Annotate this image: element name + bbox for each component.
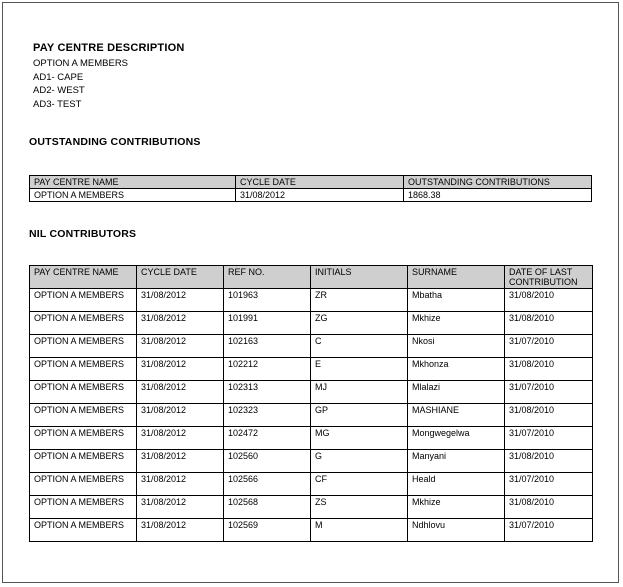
table-cell: 101991 xyxy=(224,312,311,335)
table-cell: OPTION A MEMBERS xyxy=(30,381,137,404)
table-cell: Ndhlovu xyxy=(408,519,505,542)
column-header: REF NO. xyxy=(224,266,311,289)
table-row xyxy=(30,427,593,450)
table-cell: Heald xyxy=(408,473,505,496)
table-cell: 31/08/2012 xyxy=(137,473,224,496)
column-header: INITIALS xyxy=(311,266,408,289)
table-cell: 102323 xyxy=(224,404,311,427)
table-cell: 31/08/2010 xyxy=(505,496,593,519)
table-cell: 102472 xyxy=(224,427,311,450)
table-cell: 102313 xyxy=(224,381,311,404)
table-cell: 102566 xyxy=(224,473,311,496)
table-cell: 31/08/2010 xyxy=(505,450,593,473)
table-cell: G xyxy=(311,450,408,473)
table-cell: E xyxy=(311,358,408,381)
table-row xyxy=(30,473,593,496)
table-cell: 31/08/2010 xyxy=(505,404,593,427)
nil-contributors-table xyxy=(29,265,593,542)
table-cell: OPTION A MEMBERS xyxy=(30,404,137,427)
table-cell: Mongwegelwa xyxy=(408,427,505,450)
nil-contributors-title: NIL CONTRIBUTORS xyxy=(29,228,137,240)
table-cell: OPTION A MEMBERS xyxy=(30,450,137,473)
table-cell: ZS xyxy=(311,496,408,519)
table-cell: OPTION A MEMBERS xyxy=(30,496,137,519)
table-cell: MASHIANE xyxy=(408,404,505,427)
table-cell: 102568 xyxy=(224,496,311,519)
table-cell: ZR xyxy=(311,289,408,312)
table-cell: 31/08/2012 xyxy=(137,450,224,473)
table-cell: OPTION A MEMBERS xyxy=(30,473,137,496)
table-cell: 31/08/2012 xyxy=(137,289,224,312)
column-header: OUTSTANDING CONTRIBUTIONS xyxy=(404,176,592,189)
table-cell: OPTION A MEMBERS xyxy=(30,189,236,202)
pay-centre-line: AD2- WEST xyxy=(33,85,85,96)
pay-centre-line: AD1- CAPE xyxy=(33,71,84,83)
table-cell: 31/08/2012 xyxy=(137,404,224,427)
table-cell: OPTION A MEMBERS xyxy=(30,335,137,358)
header-row xyxy=(30,266,593,289)
table-row xyxy=(30,189,592,202)
table-cell: GP xyxy=(311,404,408,427)
table-cell: 31/08/2010 xyxy=(505,358,593,381)
column-header: SURNAME xyxy=(408,266,505,289)
table-cell: 31/08/2012 xyxy=(137,519,224,542)
column-header: DATE OF LAST CONTRIBUTION xyxy=(505,266,593,289)
table-cell: 31/08/2012 xyxy=(137,358,224,381)
table-cell: 31/08/2010 xyxy=(505,312,593,335)
table-cell: 31/08/2012 xyxy=(137,381,224,404)
table-row xyxy=(30,312,593,335)
column-header: CYCLE DATE xyxy=(236,176,404,189)
table-cell: OPTION A MEMBERS xyxy=(30,427,137,450)
table-cell: 102569 xyxy=(224,519,311,542)
table-cell: 31/07/2010 xyxy=(505,519,593,542)
table-cell: M xyxy=(311,519,408,542)
table-cell: 31/07/2010 xyxy=(505,381,593,404)
table-cell: Mbatha xyxy=(408,289,505,312)
pay-centre-lines xyxy=(33,57,128,111)
table-cell: 31/08/2012 xyxy=(137,496,224,519)
table-row xyxy=(30,381,593,404)
table-cell: Mkhize xyxy=(408,496,505,519)
table-cell: OPTION A MEMBERS xyxy=(30,312,137,335)
table-row xyxy=(30,335,593,358)
table-cell: 31/07/2010 xyxy=(505,335,593,358)
table-cell: 102163 xyxy=(224,335,311,358)
column-header: PAY CENTRE NAME xyxy=(30,176,236,189)
table-cell: Mlalazi xyxy=(408,381,505,404)
table-cell: CF xyxy=(311,473,408,496)
table-cell: 31/08/2010 xyxy=(505,289,593,312)
table-cell: OPTION A MEMBERS xyxy=(30,519,137,542)
table-row xyxy=(30,496,593,519)
table-row xyxy=(30,519,593,542)
table-cell: 31/08/2012 xyxy=(137,312,224,335)
table-cell: 31/08/2012 xyxy=(137,335,224,358)
nil-contributors-body xyxy=(30,289,593,542)
outstanding-table xyxy=(29,175,592,202)
table-row xyxy=(30,450,593,473)
table-cell: OPTION A MEMBERS xyxy=(30,358,137,381)
table-cell: Mkhonza xyxy=(408,358,505,381)
table-cell: 102560 xyxy=(224,450,311,473)
table-cell: 31/07/2010 xyxy=(505,427,593,450)
table-cell: Manyani xyxy=(408,450,505,473)
table-cell: Nkosi xyxy=(408,335,505,358)
table-cell: Mkhize xyxy=(408,312,505,335)
pay-centre-line: OPTION A MEMBERS xyxy=(33,58,129,69)
column-header: CYCLE DATE xyxy=(137,266,224,289)
column-header: PAY CENTRE NAME xyxy=(30,266,137,289)
pay-centre-line: AD3- TEST xyxy=(33,98,82,110)
table-cell: OPTION A MEMBERS xyxy=(30,289,137,312)
table-cell: MG xyxy=(311,427,408,450)
outstanding-title: OUTSTANDING CONTRIBUTIONS xyxy=(29,136,201,148)
table-cell: ZG xyxy=(311,312,408,335)
table-row xyxy=(30,404,593,427)
table-cell: 31/08/2012 xyxy=(236,189,404,202)
table-cell: 102212 xyxy=(224,358,311,381)
table-cell: C xyxy=(311,335,408,358)
pay-centre-title: PAY CENTRE DESCRIPTION xyxy=(33,42,185,54)
table-cell: 101963 xyxy=(224,289,311,312)
table-cell: 31/08/2012 xyxy=(137,427,224,450)
header-row xyxy=(30,176,592,189)
table-cell: 31/07/2010 xyxy=(505,473,593,496)
table-row xyxy=(30,289,593,312)
table-row xyxy=(30,358,593,381)
table-cell: MJ xyxy=(311,381,408,404)
table-cell: 1868.38 xyxy=(404,189,592,202)
